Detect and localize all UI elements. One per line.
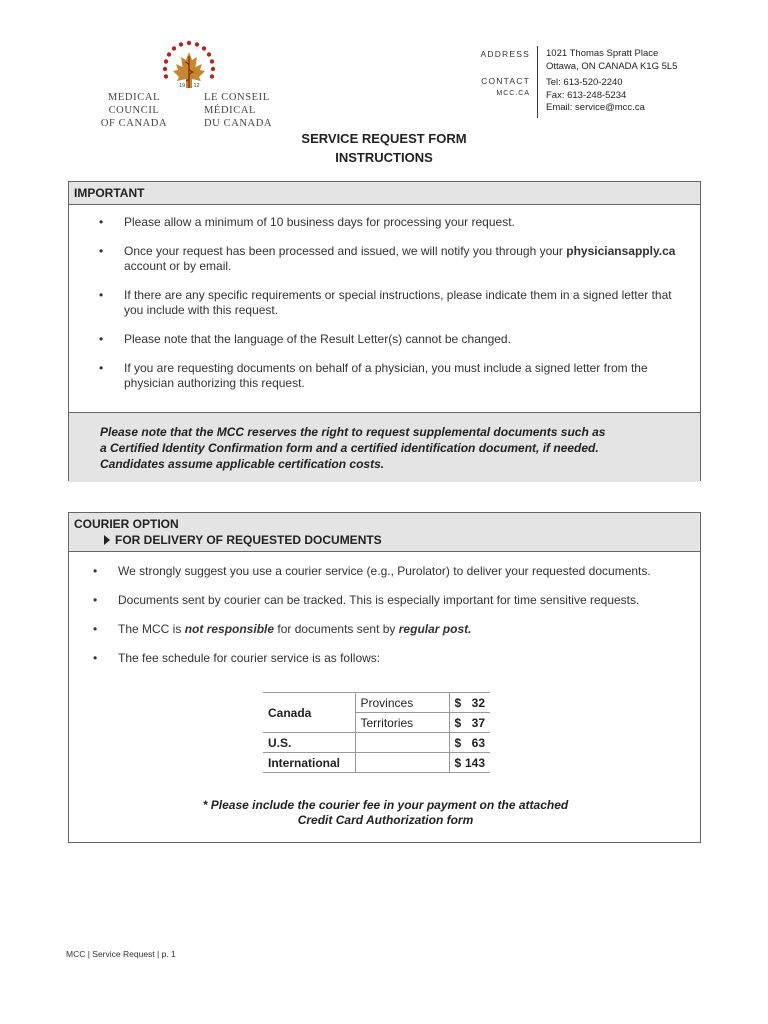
- contact-values: [546, 48, 736, 115]
- list-item: • If there are any specific requirements or special instructions, please indicate them in a signed letter that you include with this request.: [99, 288, 680, 318]
- list-item: • Please note that the language of the Result Letter(s) cannot be changed.: [99, 332, 680, 347]
- table-row: [263, 693, 490, 713]
- list-item: • Documents sent by courier can be tracked. This is especially important for time sensitive requests.: [93, 593, 680, 608]
- list-item: • The MCC is not responsible for documents sent by regular post.: [93, 622, 680, 637]
- contact-labels: [478, 48, 530, 100]
- price-international: $ 143: [449, 753, 490, 773]
- footnote-line: * Please include the courier fee in your payment on the attached: [202, 798, 569, 812]
- org-name-english: [84, 91, 184, 130]
- mcc-logo: [84, 40, 314, 129]
- courier-subheading: FOR DELIVERY OF REQUESTED DOCUMENTS: [74, 533, 695, 547]
- org-name-fr-line1: LE CONSEIL MÉDICAL: [204, 92, 270, 116]
- org-name-en-line1: MEDICAL COUNCIL: [107, 92, 161, 116]
- contact-sublabel: MCC.CA: [496, 89, 530, 97]
- courier-heading: [69, 513, 700, 552]
- email[interactable]: Email: service@mcc.ca: [546, 102, 645, 113]
- list-item: • We strongly suggest you use a courier service (e.g., Purolator) to deliver your requested documents.: [93, 564, 680, 579]
- price-us: $ 63: [449, 733, 490, 753]
- form-title: SERVICE REQUEST FORM: [301, 131, 467, 146]
- list-item: • The fee schedule for courier service is as follows:: [93, 651, 680, 666]
- subregion-territories: Territories: [355, 713, 449, 733]
- list-item: • Please allow a minimum of 10 business days for processing your request.: [99, 215, 680, 230]
- table-row: [263, 753, 490, 773]
- org-name-fr-line2: DU CANADA: [204, 118, 273, 129]
- address-line1: 1021 Thomas Spratt Place: [546, 48, 659, 59]
- region-us: U.S.: [263, 733, 355, 753]
- address-label: ADDRESS: [480, 49, 530, 59]
- region-canada: Canada: [263, 693, 355, 733]
- subregion-empty: [355, 753, 449, 773]
- note-line: Please note that the MCC reserves the right to request supplemental documents such as: [100, 425, 606, 439]
- table-row: [263, 733, 490, 753]
- form-subtitle: INSTRUCTIONS: [335, 150, 433, 165]
- region-international: International: [263, 753, 355, 773]
- contact-divider: [537, 46, 538, 118]
- courier-section: [68, 512, 701, 843]
- important-heading: IMPORTANT: [69, 182, 700, 205]
- page-footer: MCC | Service Request | p. 1: [66, 949, 176, 959]
- maple-leaf-seal-icon: [156, 40, 222, 96]
- physiciansapply-link[interactable]: physiciansapply.ca: [566, 244, 676, 258]
- subregion-empty: [355, 733, 449, 753]
- footnote-line: Credit Card Authorization form: [297, 813, 474, 827]
- note-line: a Certified Identity Confirmation form and a certified identification document, if needed.: [100, 441, 599, 455]
- org-name-en-line2: OF CANADA: [100, 118, 168, 129]
- courier-heading-title: COURIER OPTION: [74, 517, 179, 531]
- fax: Fax: 613-248-5234: [546, 89, 627, 101]
- price-provinces: $ 32: [449, 693, 490, 713]
- seal-year-right: 12: [193, 83, 200, 89]
- important-section: [68, 181, 701, 481]
- supplemental-documents-note: [69, 412, 700, 482]
- list-item: • Once your request has been processed and issued, we will notify you through your physiciansapply.ca account or by email.: [99, 244, 680, 274]
- important-list: [69, 205, 700, 412]
- courier-fee-footnote: [69, 798, 702, 828]
- seal-year-left: 19: [179, 83, 186, 89]
- note-line: Candidates assume applicable certification costs.: [100, 457, 385, 471]
- list-item: • If you are requesting documents on behalf of a physician, you must include a signed letter from the physician authorizing this request.: [99, 361, 680, 391]
- subregion-provinces: Provinces: [355, 693, 449, 713]
- address-line2: Ottawa, ON CANADA K1G 5L5: [546, 60, 678, 72]
- org-name-french: [204, 91, 316, 130]
- triangle-right-icon: [104, 535, 110, 545]
- contact-label: CONTACT: [481, 76, 530, 86]
- telephone: Tel: 613-520-2240: [546, 77, 623, 88]
- price-territories: $ 37: [449, 713, 490, 733]
- courier-list: [69, 552, 700, 666]
- courier-fee-table: [263, 692, 490, 773]
